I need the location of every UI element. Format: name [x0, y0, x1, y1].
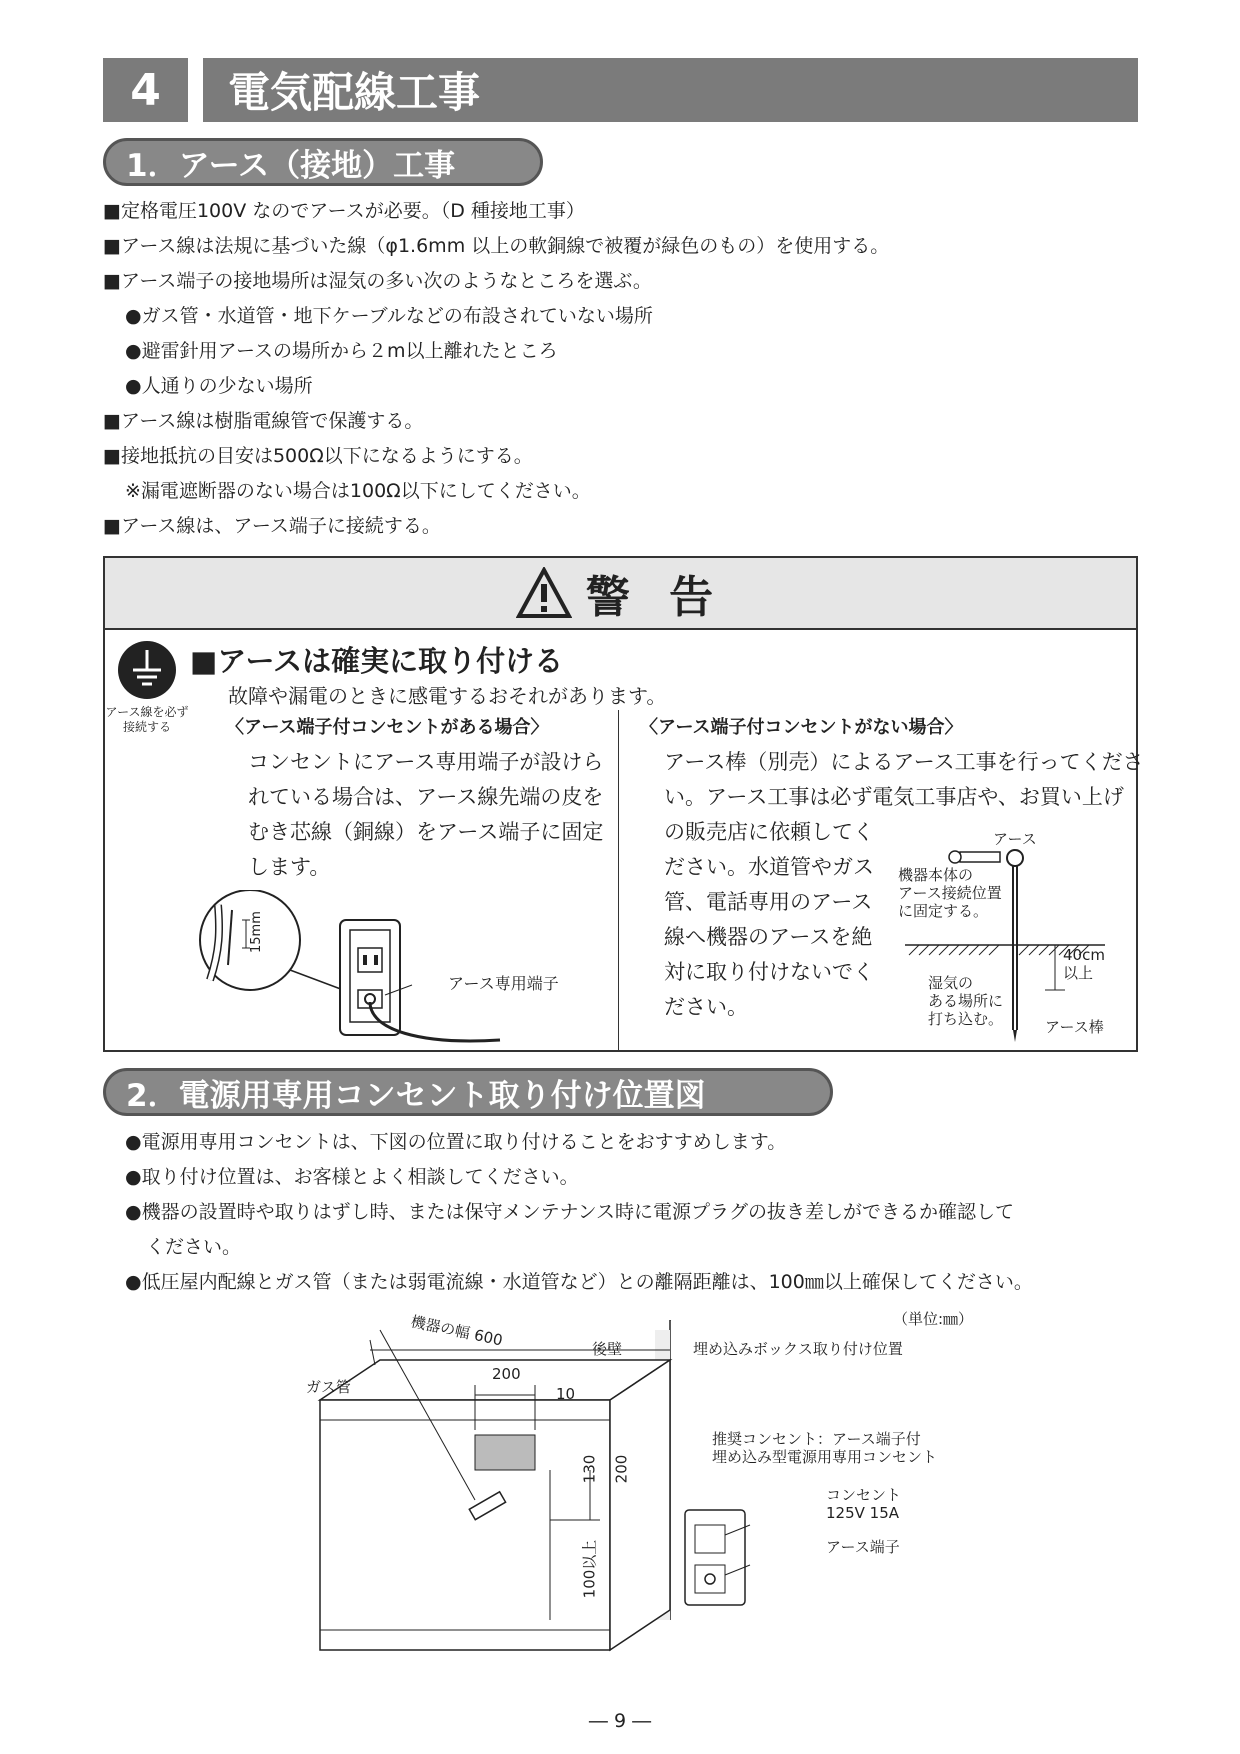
label-rod: アース棒 [1045, 1018, 1104, 1036]
s2-line-3: ●機器の設置時や取りはずし時、または保守メンテナンス時に電源プラグの抜き差しができるか確認して [125, 1201, 1015, 1223]
chapter-number: 4 [103, 58, 188, 122]
warning-title: 警 告 [585, 572, 726, 623]
diagram-outlet-2: 125V 15A [826, 1504, 900, 1522]
diagram-dim-10: 10 [556, 1385, 576, 1403]
diagram-dim-100: 100以上 [580, 1539, 599, 1599]
left-col-line-2: れている場合は、アース線先端の皮を [248, 785, 604, 809]
right-col-title: 〈アース端子付コンセントがない場合〉 [640, 717, 963, 738]
label-15mm-wrap [244, 911, 268, 953]
outlet-wire-illustration [180, 890, 600, 1050]
s1-line-1: ■定格電圧100V なのでアースが必要。（D 種接地工事） [103, 200, 585, 222]
diagram-recommend-1: 推奨コンセント：アース端子付 [712, 1430, 921, 1448]
diagram-earth-terminal: アース端子 [826, 1538, 900, 1556]
s1-line-4: ●ガス管・水道管・地下ケーブルなどの布設されていない場所 [125, 305, 653, 327]
left-col-line-4: します。 [248, 855, 331, 879]
left-col-title: 〈アース端子付コンセントがある場合〉 [226, 717, 549, 738]
label-earth-terminal: アース専用端子 [448, 974, 559, 993]
s1-line-3: ■アース端子の接地場所は湿気の多い次のようなところを選ぶ。 [103, 270, 652, 292]
s2-line-5: ●低圧屋内配線とガス管（または弱電流線・水道管など）との離隔距離は、100㎜以上確保してください。 [125, 1271, 1033, 1293]
ground-icon-caption-1: アース線を必ず [105, 705, 189, 719]
page-number: ― 9 ― [588, 1710, 652, 1732]
s1-line-2: ■アース線は法規に基づいた線（φ1.6mm 以上の軟銅線で被覆が緑色のもの）を使用する。 [103, 235, 890, 257]
diagram-unit: （単位:㎜） [893, 1310, 974, 1328]
diagram-back-wall: 後壁 [592, 1340, 623, 1358]
ground-icon-caption-2: 接続する [122, 720, 171, 734]
diagram-width-label: 機器の幅 600 [409, 1312, 505, 1350]
right-col-line-6: 線へ機器のアースを絶 [664, 925, 873, 949]
chapter-title: 電気配線工事 [203, 58, 1138, 122]
label-depth-2: 以上 [1063, 964, 1094, 982]
warning-heading: ■アースは確実に取り付ける [190, 644, 564, 678]
label-humid-1: 湿気の [928, 974, 974, 992]
s1-line-7: ■アース線は樹脂電線管で保護する。 [103, 410, 424, 432]
s2-line-4: ください。 [146, 1236, 242, 1258]
section2-title: 2．電源用専用コンセント取り付け位置図 [103, 1068, 833, 1116]
label-earth: アース [993, 830, 1037, 848]
warning-triangle-icon [516, 567, 572, 619]
diagram-dim-130: 130 [580, 1454, 599, 1484]
diagram-gas-pipe: ガス管 [306, 1378, 352, 1396]
ground-icon [117, 640, 177, 700]
s1-line-6: ●人通りの少ない場所 [125, 375, 313, 397]
warning-subtext: 故障や漏電のときに感電するおそれがあります。 [228, 684, 667, 708]
s2-line-1: ●電源用専用コンセントは、下図の位置に取り付けることをおすすめします。 [125, 1131, 787, 1153]
right-col-line-1: アース棒（別売）によるアース工事を行ってくださ [664, 750, 1144, 774]
diagram-recommend-2: 埋め込み型電源用専用コンセント [712, 1448, 938, 1466]
right-col-line-7: 対に取り付けないでく [664, 960, 874, 984]
s2-line-2: ●取り付け位置は、お客様とよく相談してください。 [125, 1166, 579, 1188]
right-col-line-5: 管、電話専用のアース [664, 890, 873, 914]
right-col-line-8: ださい。 [664, 995, 748, 1019]
diagram-box-position: 埋め込みボックス取り付け位置 [693, 1340, 903, 1358]
installation-diagram [300, 1320, 1020, 1680]
diagram-dim-200: 200 [492, 1365, 521, 1383]
label-fix-2: アース接続位置 [898, 884, 1002, 902]
label-humid-3: 打ち込む。 [928, 1010, 1004, 1028]
label-fix-3: に固定する。 [898, 902, 989, 920]
right-col-line-4: ださい。水道管やガス [664, 855, 874, 879]
label-depth-1: 40cm [1063, 946, 1105, 964]
section1-title: 1．アース（接地）工事 [103, 138, 543, 186]
label-humid-2: ある場所に [928, 992, 1004, 1010]
s1-line-9: ※漏電遮断器のない場合は100Ω以下にしてください。 [125, 480, 591, 502]
label-fix-1: 機器本体の [898, 866, 974, 884]
warning-header [105, 558, 1136, 630]
label-15mm: 15mm [249, 911, 264, 953]
s1-line-10: ■アース線は、アース端子に接続する。 [103, 515, 441, 537]
s1-line-8: ■接地抵抗の目安は500Ω以下になるようにする。 [103, 445, 533, 467]
s1-line-5: ●避雷針用アースの場所から２m以上離れたところ [125, 340, 558, 362]
warning-divider [618, 710, 619, 1050]
right-col-line-2: い。アース工事は必ず電気工事店や、お買い上げ [664, 785, 1124, 809]
diagram-dim-200v: 200 [612, 1454, 631, 1484]
left-col-line-1: コンセントにアース専用端子が設けら [248, 750, 604, 774]
diagram-outlet-1: コンセント [826, 1486, 902, 1504]
left-col-line-3: むき芯線（銅線）をアース端子に固定 [248, 820, 604, 844]
right-col-line-3: の販売店に依頼してく [664, 820, 874, 844]
